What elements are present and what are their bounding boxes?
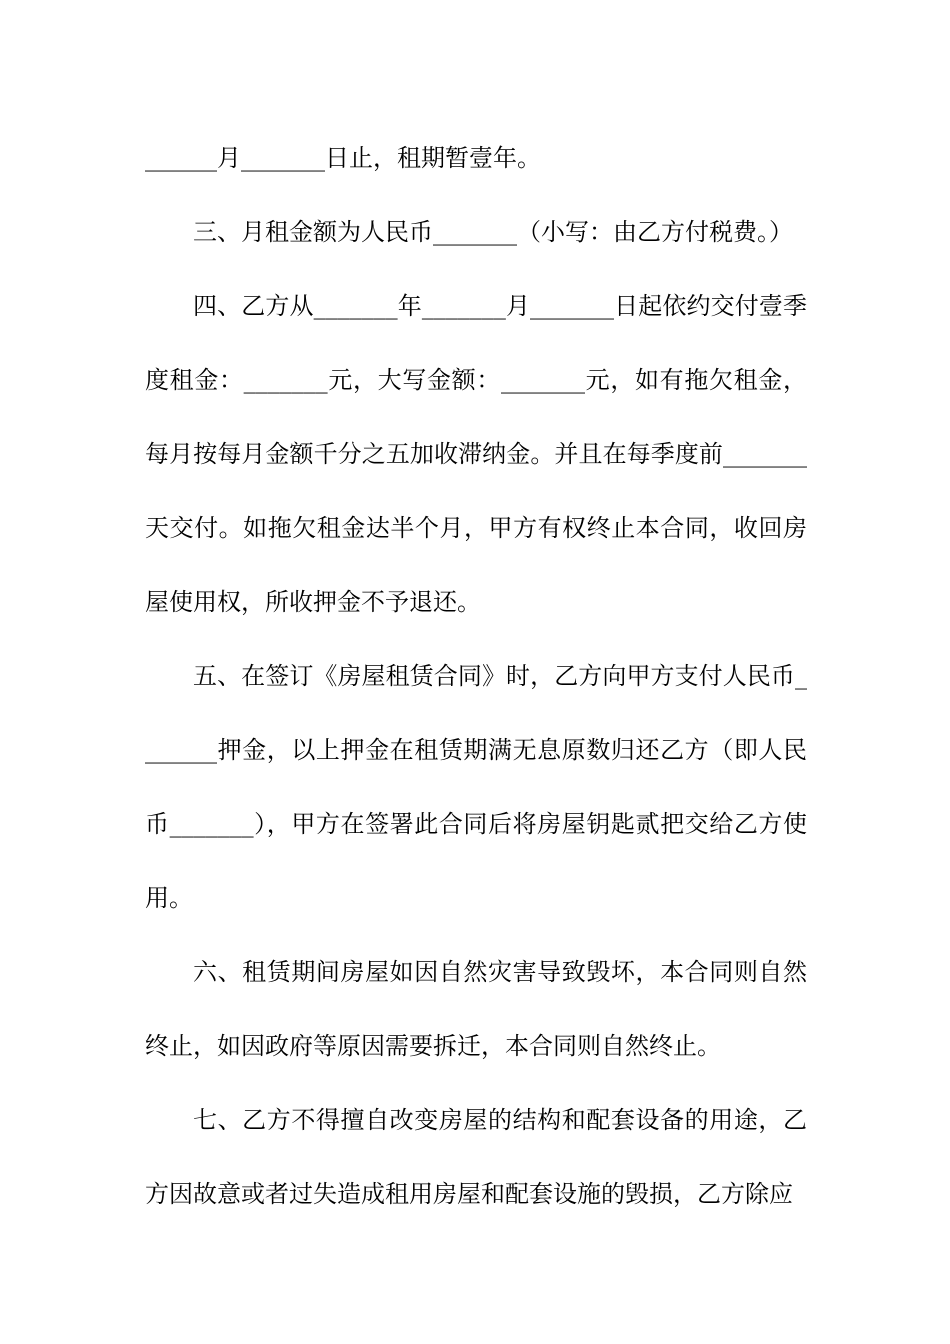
contract-body: [145, 121, 807, 1231]
paragraph-clause-5-deposit: 五、在签订《房屋租赁合同》时，乙方向甲方支付人民币_______押金，以上押金在租赁期满无息原数归还乙方（即人民币_______），甲方在签署此合同后将房屋钥匙贰把交给乙方使用。: [145, 662, 807, 912]
paragraph-clause-7-structure: 七、乙方不得擅自改变房屋的结构和配套设备的用途，乙方因故意或者过失造成租用房屋和配套设施的毁损，乙方除应: [145, 1106, 807, 1208]
paragraph-clause-6-termination: 六、租赁期间房屋如因自然灾害导致毁坏，本合同则自然终止，如因政府等原因需要拆迁，本合同则自然终止。: [145, 958, 807, 1060]
paragraph-clause-3-monthly-rent: 三、月租金额为人民币_______（小写：由乙方付税费。）: [193, 218, 793, 246]
paragraph-clause-4-rent-payment: 四、乙方从_______年_______月_______日起依约交付壹季度租金：_______元，大写金额：_______元，如有拖欠租金，每月按每月金额千分之五加收滞纳金。并且在每季度前_______天交付。如拖欠租金达半个月，甲方有权终止本合同，收回房屋使用权，所收押金不予退还。: [145, 292, 807, 616]
paragraph-lease-term-end: ______月_______日止，租期暂壹年。: [145, 144, 541, 172]
